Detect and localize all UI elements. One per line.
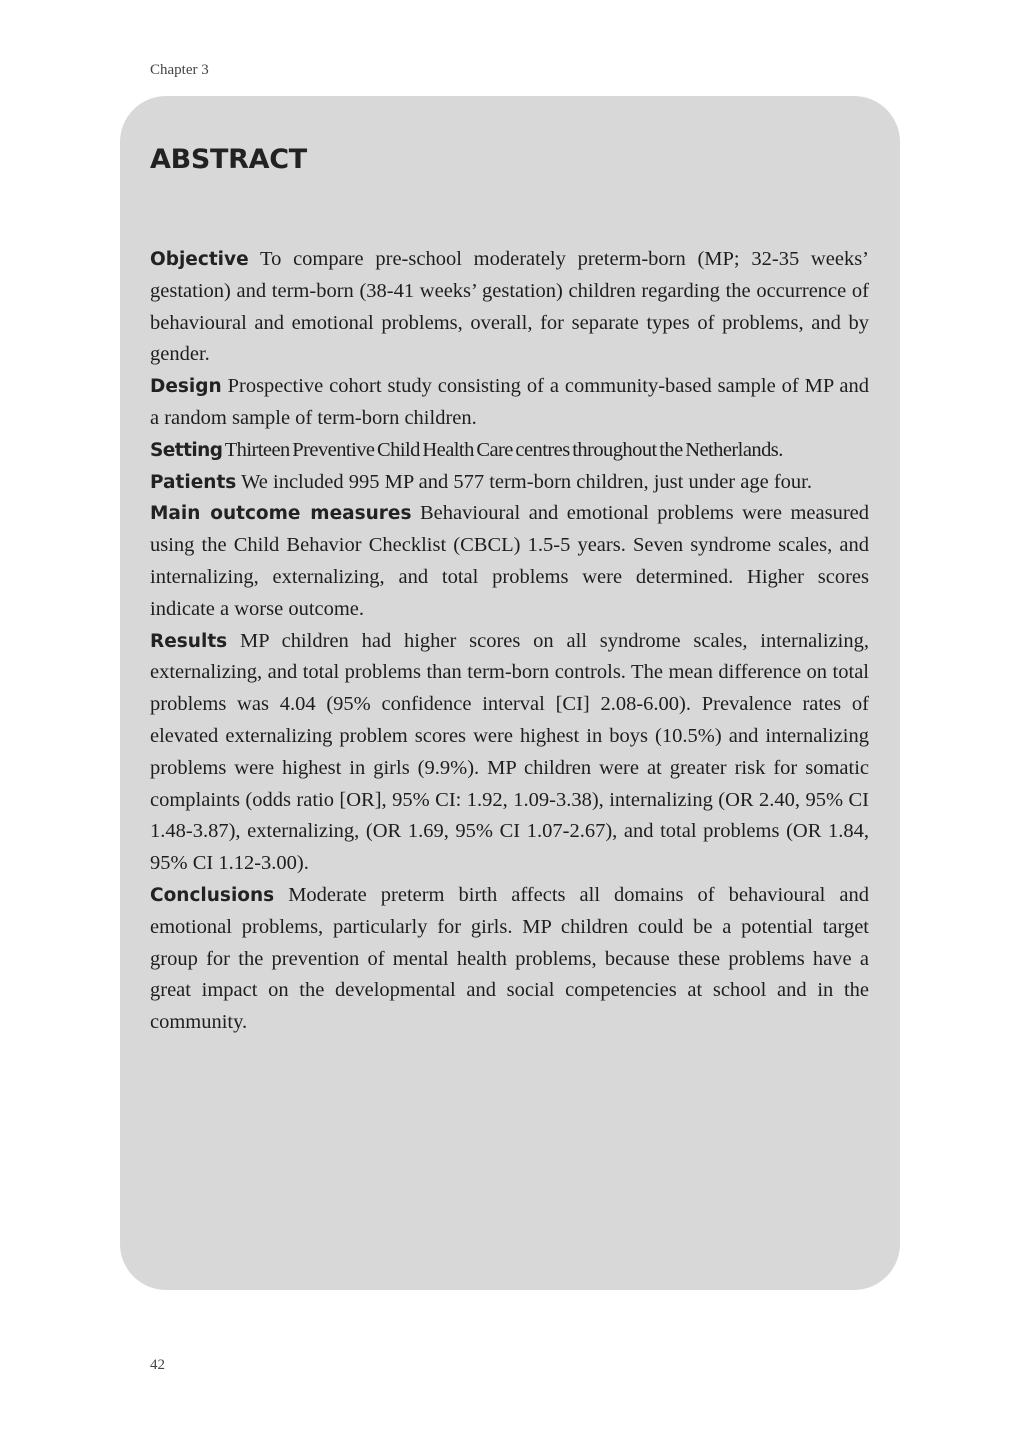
patients-text: We included 995 MP and 577 term-born children, just under age four. (241, 470, 812, 493)
results-text: MP children had higher scores on all syndrome scales, internalizing, externalizing, and total problems than term-born controls. The mean difference on total problems was 4.04 (95% confidence interval [CI] 2.08-6.00). Prevalence rates of elevated externalizing problem scores were highest in boys (10.5%) and internalizing problems were highest in girls (9.9%). MP children were at greater risk for somatic complaints (odds ratio [OR], 95% CI: 1.92, 1.09-3.38), internalizing (OR 2.40, 95% CI 1.48-3.87), externalizing, (OR 1.69, 95% CI 1.07-2.67), and total problems (OR 1.84, 95% CI 1.12-3.00). (150, 629, 869, 875)
objective-paragraph (150, 244, 869, 371)
setting-paragraph (150, 435, 869, 467)
abstract-title: ABSTRACT (150, 144, 307, 175)
main-outcome-text: Behavioural and emotional problems were measured using the Child Behavior Checklist (CBCL) 1.5-5 years. Seven syndrome scales, and internalizing, externalizing, and total problems were determined. Higher scores indicate a worse outcome. (150, 502, 869, 620)
setting-label: Setting (150, 439, 223, 461)
main-outcome-paragraph (150, 498, 869, 625)
main-outcome-label: Main outcome measures (150, 503, 412, 525)
conclusions-text: Moderate preterm birth affects all domains of behavioural and emotional problems, particularly for girls. MP children could be a potential target group for the prevention of mental health problems, because these problems have a great impact on the developmental and social competencies at school and in the community. (150, 883, 869, 1034)
objective-text: To compare pre-school moderately preterm-born (MP; 32-35 weeks’ gestation) and term-born (38-41 weeks’ gestation) children regarding the occurrence of behavioural and emotional problems, overall, for separate types of problems, and by gender. (150, 248, 869, 366)
page-number: 42 (150, 1357, 165, 1373)
conclusions-paragraph (150, 880, 869, 1039)
abstract-body (150, 244, 869, 1039)
design-label: Design (150, 376, 222, 398)
objective-label: Objective (150, 249, 249, 270)
results-paragraph (150, 626, 869, 880)
results-label: Results (150, 630, 228, 652)
setting-text: Thirteen Preventive Child Health Care centres throughout the Netherlands. (224, 438, 783, 461)
design-paragraph (150, 371, 869, 435)
design-text: Prospective cohort study consisting of a community-based sample of MP and a random sample of term-born children. (150, 375, 870, 429)
running-header: Chapter 3 (150, 62, 209, 78)
patients-paragraph (150, 467, 869, 499)
patients-label: Patients (150, 471, 237, 493)
conclusions-label: Conclusions (150, 884, 275, 906)
